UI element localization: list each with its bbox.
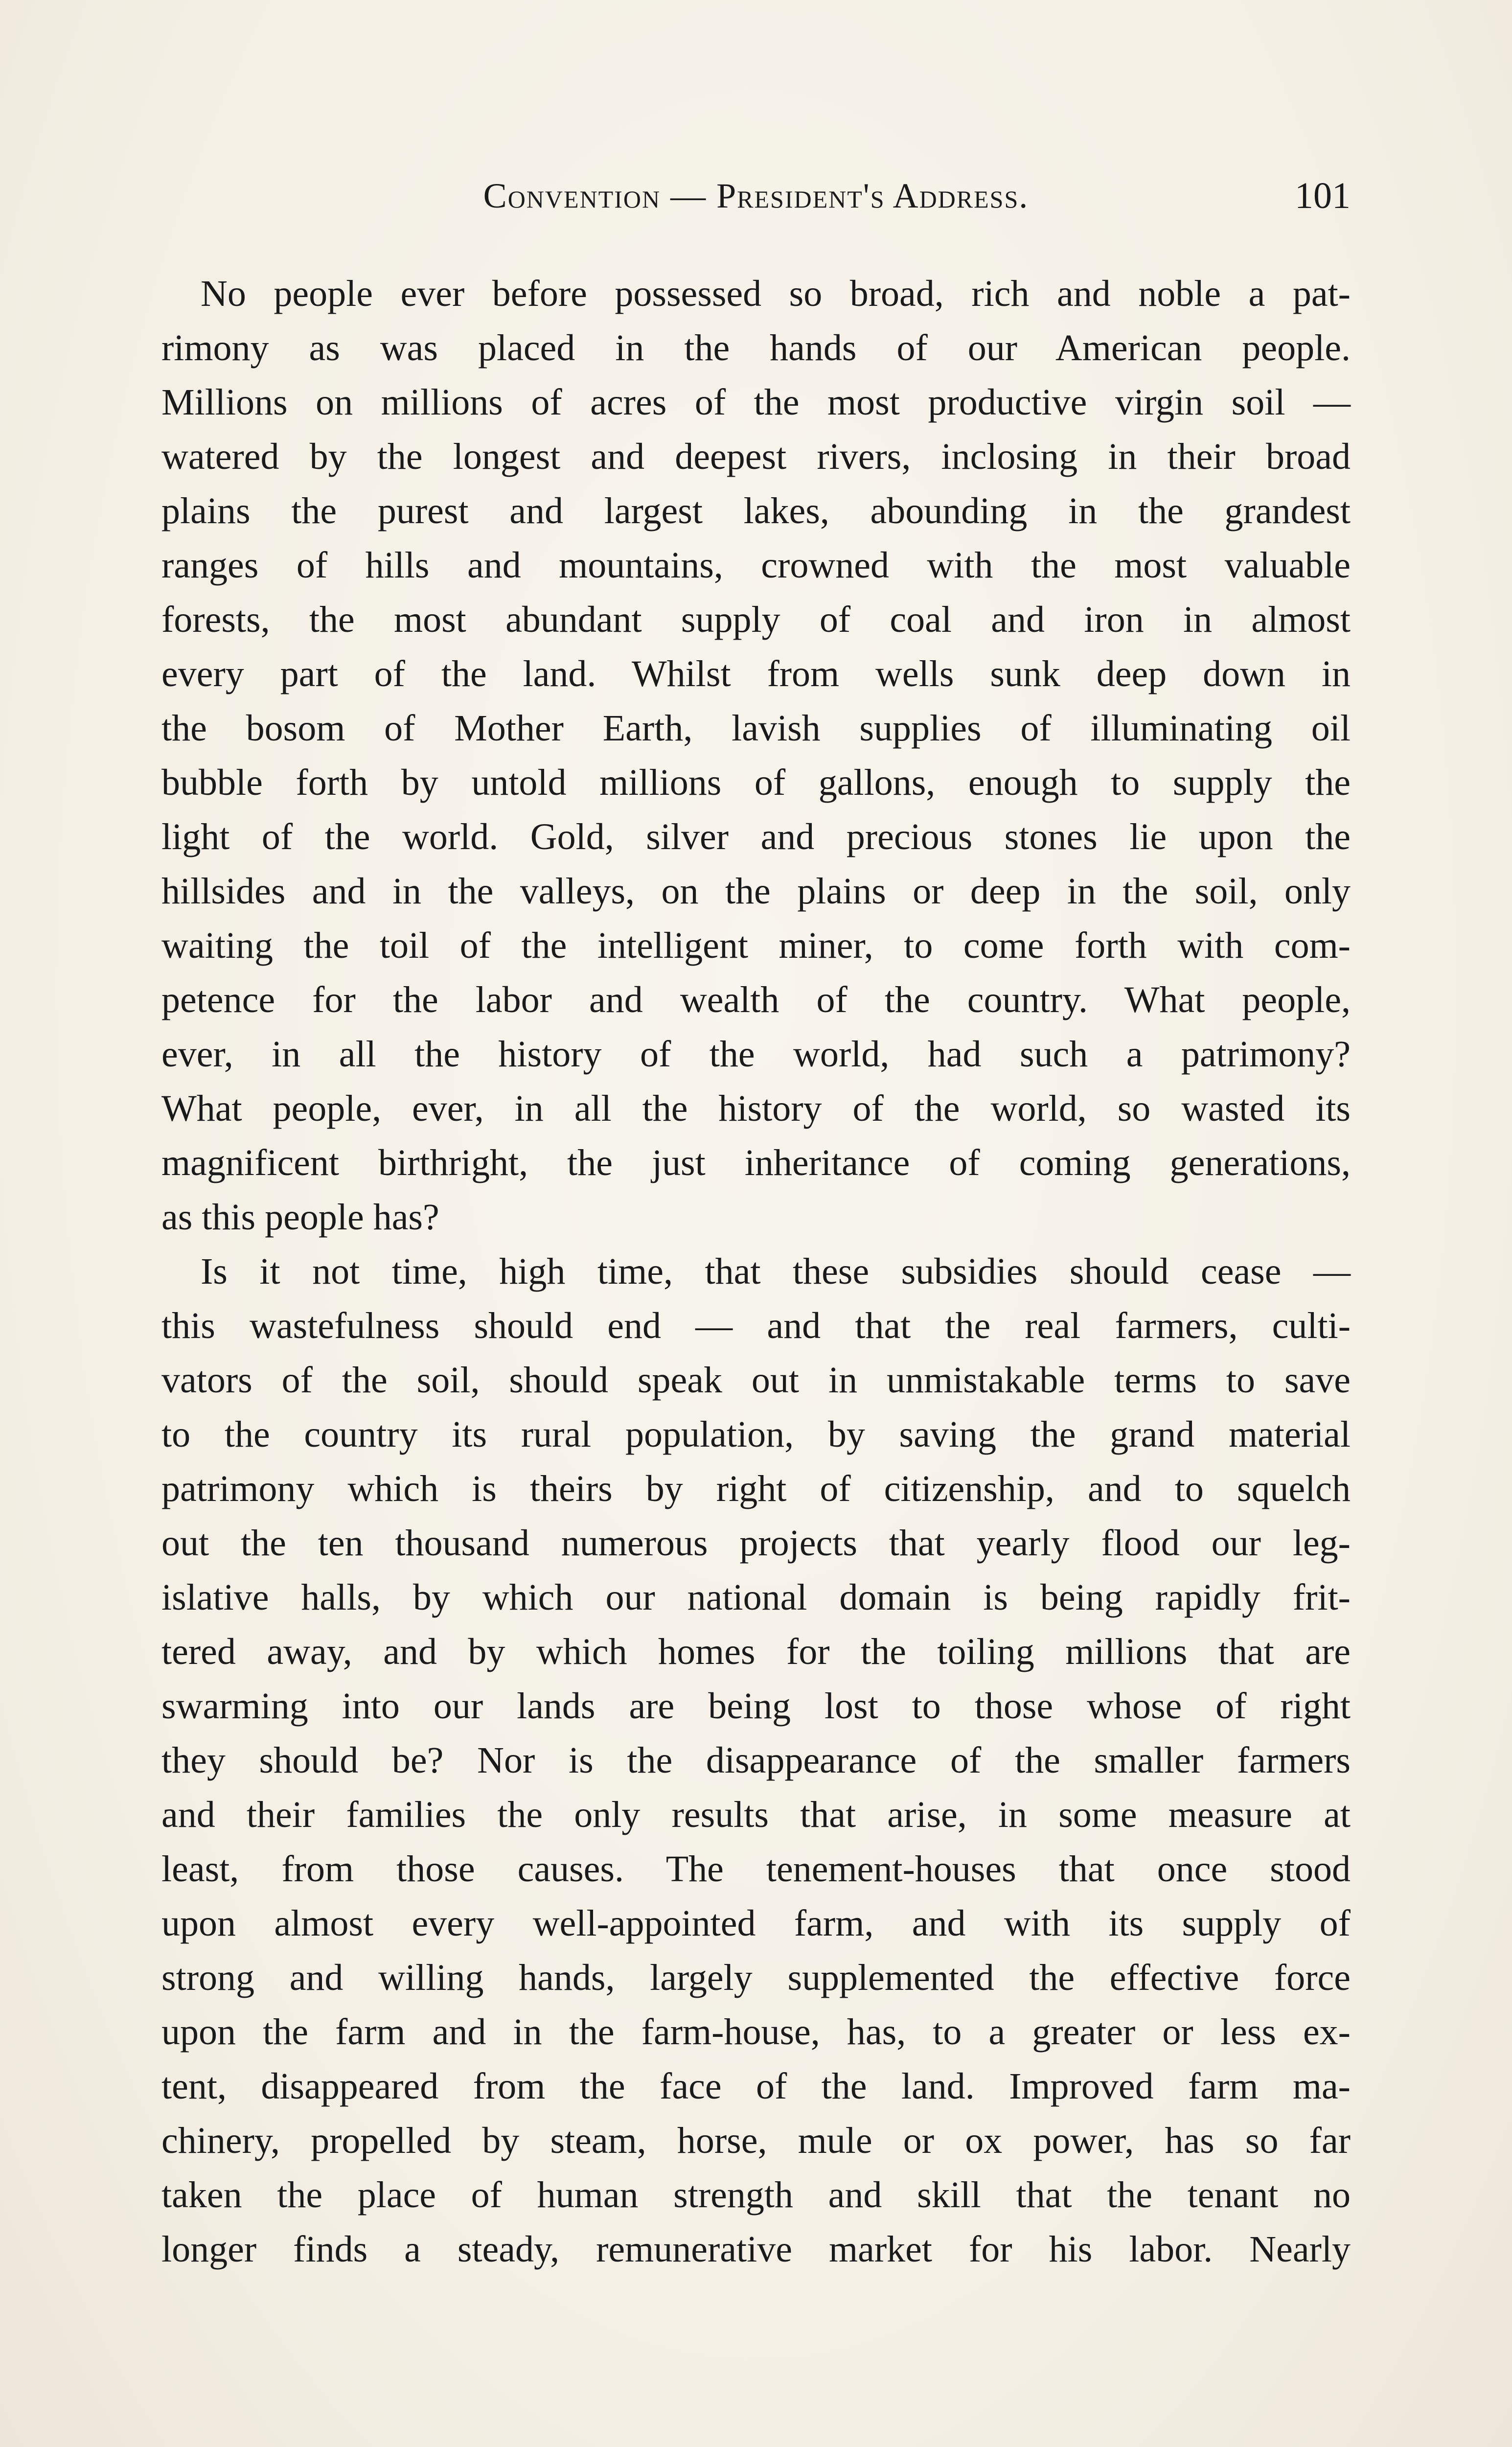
text-line: as this people has? [161,1197,439,1238]
text-line: longer finds a steady, remunerative market for his labor. Nearly [161,2229,1351,2270]
text-line: watered by the longest and deepest rivers, inclosing in their broad [161,436,1351,477]
text-line: magnificent birthright, the just inheritance of coming generations, [161,1142,1351,1183]
text-line: the bosom of Mother Earth, lavish supplies of illuminating oil [161,708,1351,749]
text-line: upon almost every well-appointed farm, and with its supply of [161,1903,1351,1944]
text-line: rimony as was placed in the hands of our American people. [161,327,1351,369]
text-line: they should be? Nor is the disappearance of the smaller farmers [161,1740,1351,1781]
text-line: islative halls, by which our national domain is being rapidly frit- [161,1577,1351,1618]
text-line: waiting the toil of the intelligent miner, to come forth with com- [161,925,1351,966]
text-line: patrimony which is theirs by right of citizenship, and to squelch [161,1468,1351,1509]
text-line: tent, disappeared from the face of the land. Improved farm ma- [161,2066,1351,2107]
text-line: taken the place of human strength and skill that the tenant no [161,2174,1351,2216]
page-number: 101 [1295,175,1351,216]
text-line: hillsides and in the valleys, on the plains or deep in the soil, only [161,871,1351,912]
text-line: What people, ever, in all the history of the world, so wasted its [161,1088,1351,1129]
text-line: out the ten thousand numerous projects that yearly flood our leg- [161,1523,1351,1564]
paragraph-2 [161,1245,1351,2277]
paragraph-1 [161,267,1351,1245]
running-header [161,171,1351,230]
text-line: swarming into our lands are being lost to those whose of right [161,1685,1351,1727]
text-line: strong and willing hands, largely supplemented the effective force [161,1957,1351,1998]
text-line: this wastefulness should end — and that the real farmers, culti- [161,1305,1351,1346]
text-line: every part of the land. Whilst from wells sunk deep down in [161,653,1351,694]
text-line: least, from those causes. The tenement-houses that once stood [161,1848,1351,1890]
text-line: light of the world. Gold, silver and precious stones lie upon the [161,816,1351,857]
text-line: petence for the labor and wealth of the country. What people, [161,979,1351,1020]
text-line: ranges of hills and mountains, crowned with the most valuable [161,545,1351,586]
running-title: Convention — President's Address. [483,176,1029,215]
text-line: forests, the most abundant supply of coal and iron in almost [161,599,1351,640]
text-line: No people ever before possessed so broad, rich and noble a pat- [201,273,1351,314]
text-line: to the country its rural population, by saving the grand material [161,1414,1351,1455]
text-line: upon the farm and in the farm-house, has, to a greater or less ex- [161,2011,1351,2053]
text-line: ever, in all the history of the world, had such a patrimony? [161,1034,1351,1075]
body-text [161,267,1351,2277]
text-line: and their families the only results that arise, in some measure at [161,1794,1351,1835]
text-line: Is it not time, high time, that these subsidies should cease — [201,1251,1351,1292]
text-line: bubble forth by untold millions of gallons, enough to supply the [161,762,1351,803]
text-line: tered away, and by which homes for the toiling millions that are [161,1631,1351,1672]
text-line: Millions on millions of acres of the most productive virgin soil — [161,382,1351,423]
text-line: vators of the soil, should speak out in unmistakable terms to save [161,1360,1351,1401]
text-line: chinery, propelled by steam, horse, mule or ox power, has so far [161,2120,1351,2161]
text-line: plains the purest and largest lakes, abounding in the grandest [161,490,1351,531]
